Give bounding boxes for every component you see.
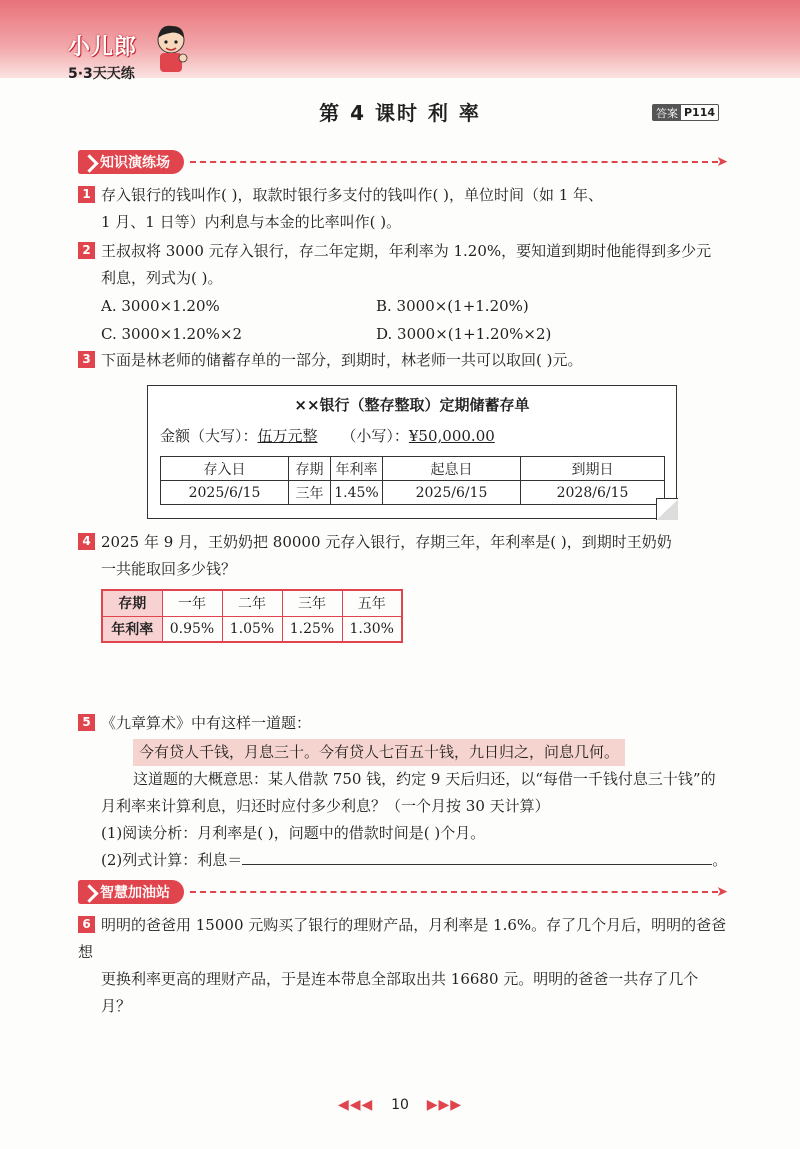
series-name: 5·3天天练	[68, 66, 135, 82]
question-3	[78, 347, 728, 374]
table-cell: 1.25%	[282, 616, 342, 642]
amount-label-small: （小写）：	[341, 427, 409, 445]
classical-quote: 今有贷人千钱，月息三十。今有贷人七百五十钱，九日归之，问息几何。	[133, 739, 625, 766]
slip-table	[160, 456, 665, 505]
amount-label-big: 金额（大写）：	[160, 427, 258, 445]
table-header: 年利率	[331, 457, 383, 481]
rate-table	[101, 589, 403, 643]
question-1	[78, 182, 728, 236]
answer-reference	[652, 104, 719, 121]
table-cell: 0.95%	[162, 616, 222, 642]
table-header: 年利率	[102, 616, 162, 642]
question-text: (1)阅读分析：月利率是( )，问题中的借款时间是( )个月。	[101, 824, 486, 842]
answer-label: 答案	[653, 105, 681, 120]
question-text: 1 月、1 日等）内利息与本金的比率叫作( )。	[101, 213, 402, 231]
table-header: 存期	[102, 590, 162, 616]
question-5	[78, 710, 728, 874]
question-text: 《九章算术》中有这样一道题：	[101, 714, 312, 732]
question-text: (2)列式计算：利息＝	[101, 851, 243, 869]
question-text: 2025 年 9 月，王奶奶把 80000 元存入银行，存期三年，年利率是( )，到期时王奶奶	[101, 533, 672, 551]
table-cell: 1.30%	[342, 616, 402, 642]
question-text: 下面是林老师的储蓄存单的一部分，到期时，林老师一共可以取回( )元。	[101, 351, 583, 369]
question-number: 2	[78, 242, 95, 259]
brand-logo	[68, 30, 137, 83]
slip-amount	[160, 425, 676, 446]
option-d: D. 3000×(1+1.20%×2)	[376, 325, 552, 343]
table-cell: 三年	[289, 481, 331, 505]
table-cell: 三年	[282, 590, 342, 616]
slip-title: ××银行（整存整取）定期储蓄存单	[294, 396, 530, 414]
dashed-divider	[190, 891, 718, 893]
table-cell: 1.45%	[331, 481, 383, 505]
amount-small: ¥50,000.00	[408, 427, 495, 445]
table-cell: 2025/6/15	[161, 481, 289, 505]
table-cell: 2028/6/15	[521, 481, 665, 505]
arrow-right-icon: ➤	[716, 884, 728, 900]
table-row	[102, 616, 402, 642]
question-text: 。	[712, 851, 728, 869]
arrow-right-icon: ➤	[716, 154, 728, 170]
table-cell: 一年	[162, 590, 222, 616]
page-footer	[0, 1097, 800, 1113]
option-c: C. 3000×1.20%×2	[101, 325, 242, 343]
question-text: 月利率来计算利息，归还时应付多少利息？（一个月按 30 天计算）	[101, 797, 550, 815]
answer-page: P114	[684, 106, 716, 119]
next-arrows-icon: ▶▶▶	[426, 1097, 463, 1113]
section-challenge-header	[78, 880, 728, 904]
deposit-slip	[147, 385, 677, 519]
question-6	[78, 912, 728, 1020]
question-number: 1	[78, 186, 95, 203]
answer-blank[interactable]	[242, 864, 712, 865]
table-header: 存入日	[161, 457, 289, 481]
table-cell: 二年	[222, 590, 282, 616]
table-header: 到期日	[521, 457, 665, 481]
table-header: 存期	[289, 457, 331, 481]
question-text: 一共能取回多少钱？	[101, 560, 237, 578]
option-b: B. 3000×(1+1.20%)	[376, 297, 529, 315]
option-a: A. 3000×1.20%	[101, 297, 220, 315]
question-number: 3	[78, 351, 95, 368]
table-row	[161, 481, 665, 505]
section-practice-label: 知识演练场	[78, 150, 184, 174]
table-row	[102, 590, 402, 616]
prev-arrows-icon: ◀◀◀	[337, 1097, 374, 1113]
question-4	[78, 529, 728, 583]
question-text: 明明的爸爸用 15000 元购买了银行的理财产品，月利率是 1.6%。存了几个月后，明明的爸爸想	[78, 916, 727, 961]
table-header: 起息日	[383, 457, 521, 481]
table-header-row	[161, 457, 665, 481]
table-cell: 1.05%	[222, 616, 282, 642]
options-list	[101, 292, 721, 348]
page-fold-icon	[656, 498, 678, 520]
table-cell: 五年	[342, 590, 402, 616]
section-challenge-label: 智慧加油站	[78, 880, 184, 904]
lesson-title: 第 4 课时 利 率	[319, 101, 481, 125]
question-number: 4	[78, 533, 95, 550]
question-text: 王叔叔将 3000 元存入银行，存二年定期，年利率为 1.20%，要知道到期时他能得到多少元	[101, 242, 712, 260]
question-text: 更换利率更高的理财产品，于是连本带息全部取出共 16680 元。明明的爸爸一共存了几个月？	[101, 970, 699, 1015]
page-number: 10	[391, 1097, 409, 1113]
question-text: 这道题的大概意思：某人借款 750 钱，约定 9 天后归还，以“每借一千钱付息三十钱”的	[133, 770, 716, 788]
dashed-divider	[190, 161, 718, 163]
amount-big: 伍万元整	[257, 427, 318, 445]
table-cell: 2025/6/15	[383, 481, 521, 505]
question-text: 利息，列式为( )。	[101, 269, 223, 287]
section-practice-header	[78, 150, 728, 174]
question-number: 6	[78, 916, 95, 933]
mascot-icon	[150, 22, 192, 74]
question-text: 存入银行的钱叫作( )，取款时银行多支付的钱叫作( )，单位时间（如 1 年、	[101, 186, 604, 204]
question-number: 5	[78, 714, 95, 731]
brand-name: 小儿郎	[68, 35, 138, 60]
question-2	[78, 238, 728, 292]
